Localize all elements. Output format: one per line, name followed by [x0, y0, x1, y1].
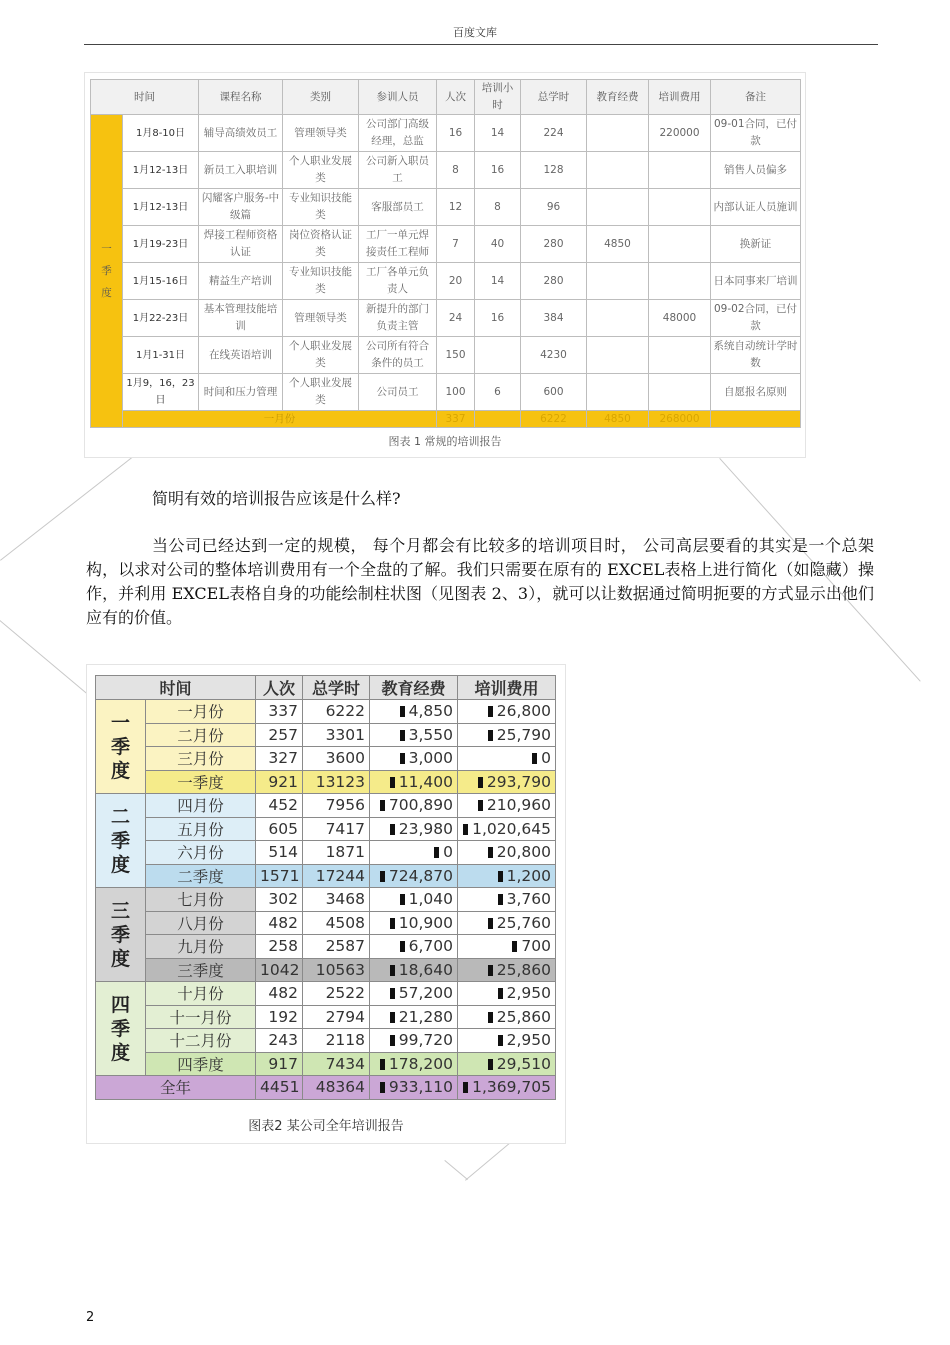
table2-header-training-fee: 培训费用 [458, 676, 556, 700]
bar-marker-icon [488, 965, 493, 976]
cell-education-fund [370, 958, 458, 982]
cell-training-fee [458, 911, 556, 935]
cell-date: 1月12-13日 [123, 189, 199, 226]
cell-education-fund [587, 189, 649, 226]
cell-education-fund-value: 3,550 [408, 725, 454, 744]
cell-total-hours: 280 [521, 263, 587, 300]
cell-course: 精益生产培训 [199, 263, 283, 300]
cell-education-fund [370, 888, 458, 912]
cell-training-fee [458, 982, 556, 1006]
cell-education-fund [370, 911, 458, 935]
table-row [91, 337, 801, 374]
cell-category: 管理领导类 [283, 300, 359, 337]
cell-total-hours: 3600 [303, 747, 370, 771]
month-row [96, 747, 556, 771]
cell-category: 个人职业发展类 [283, 374, 359, 411]
cell-people: 514 [256, 841, 303, 865]
cell-total-hours: 13123 [303, 770, 370, 794]
bar-marker-icon [390, 1035, 395, 1046]
cell-total-hours: 4508 [303, 911, 370, 935]
cell-education-fund [370, 935, 458, 959]
cell-people: 150 [437, 337, 475, 374]
table2-header-time: 时间 [96, 676, 256, 700]
annual-training-fee-value: 1,369,705 [472, 1078, 552, 1097]
bar-marker-icon [488, 1059, 493, 1070]
cell-education-fund: 4850 [587, 226, 649, 263]
cell-category: 个人职业发展类 [283, 152, 359, 189]
month-name: 四月份 [146, 794, 256, 818]
quarter-subtotal-row [96, 1052, 556, 1076]
total-education-fund: 4850 [587, 411, 649, 428]
cell-total-hours: 4230 [521, 337, 587, 374]
cell-total-hours: 224 [521, 115, 587, 152]
month-name: 六月份 [146, 841, 256, 865]
cell-people: 7 [437, 226, 475, 263]
cell-education-fund-value: 11,400 [398, 772, 454, 791]
cell-training-fee-value: 293,790 [486, 772, 552, 791]
regular-training-report-table [90, 79, 801, 428]
cell-people: 24 [437, 300, 475, 337]
cell-total-hours: 7434 [303, 1052, 370, 1076]
cell-attendees: 公司新入职员工 [359, 152, 437, 189]
cell-education-fund [370, 770, 458, 794]
cell-training-fee-value: 0 [541, 749, 552, 768]
page-header: 百度文库 [453, 26, 497, 39]
figure-2 [86, 664, 566, 1144]
bar-marker-icon [488, 706, 493, 717]
cell-note: 系统自动统计学时数 [711, 337, 801, 374]
cell-training-fee [649, 189, 711, 226]
bar-marker-icon [498, 894, 503, 905]
bar-marker-icon [463, 1082, 468, 1093]
cell-training-fee [458, 794, 556, 818]
cell-people: 605 [256, 817, 303, 841]
table1-header-total-hours: 总学时 [521, 80, 587, 115]
cell-date: 1月15-16日 [123, 263, 199, 300]
cell-people: 302 [256, 888, 303, 912]
month-row [96, 935, 556, 959]
cell-training-fee [649, 337, 711, 374]
cell-training-fee [458, 817, 556, 841]
bar-marker-icon [400, 894, 405, 905]
cell-training-fee-value: 1,200 [506, 866, 552, 885]
month-row [96, 888, 556, 912]
cell-total-hours: 6222 [303, 700, 370, 724]
total-total-hours: 6222 [521, 411, 587, 428]
cell-education-fund [587, 152, 649, 189]
bar-marker-icon [400, 730, 405, 741]
bar-marker-icon [488, 847, 493, 858]
figure-1-caption: 图表 1 常规的培训报告 [388, 435, 502, 448]
month-name: 一月份 [146, 700, 256, 724]
table1-header-course: 课程名称 [199, 80, 283, 115]
total-label: 一月份 [123, 411, 437, 428]
cell-training-fee [458, 1005, 556, 1029]
cell-people: 327 [256, 747, 303, 771]
decorative-line [465, 1141, 512, 1180]
cell-attendees: 公司所有符合条件的员工 [359, 337, 437, 374]
figure-2-caption: 图表2 某公司全年培训报告 [248, 1119, 404, 1134]
annual-training-report-table [95, 675, 556, 1100]
quarter-name: 四季度 [146, 1052, 256, 1076]
cell-education-fund-value: 18,640 [398, 960, 454, 979]
cell-training-fee-value: 700 [521, 937, 552, 956]
month-name: 五月份 [146, 817, 256, 841]
cell-attendees: 工厂一单元焊接责任工程师 [359, 226, 437, 263]
cell-attendees: 新提升的部门负责主管 [359, 300, 437, 337]
cell-people: 257 [256, 723, 303, 747]
cell-note: 日本同事来厂培训 [711, 263, 801, 300]
cell-course: 闪耀客户服务-中级篇 [199, 189, 283, 226]
cell-note: 自愿报名原则 [711, 374, 801, 411]
cell-education-fund [587, 263, 649, 300]
total-training-hours [475, 411, 521, 428]
cell-date: 1月9，16，23日 [123, 374, 199, 411]
cell-total-hours: 17244 [303, 864, 370, 888]
cell-training-hours: 16 [475, 152, 521, 189]
quarter-label: 二 季 度 [96, 794, 146, 888]
cell-education-fund-value: 3,000 [408, 749, 454, 768]
section-question: 简明有效的培训报告应该是什么样? [152, 489, 401, 508]
cell-people: 482 [256, 911, 303, 935]
cell-education-fund [370, 700, 458, 724]
table1-header-training-fee: 培训费用 [649, 80, 711, 115]
header-divider [84, 44, 878, 45]
bar-marker-icon [498, 871, 503, 882]
quarter-name: 二季度 [146, 864, 256, 888]
table-row [91, 189, 801, 226]
bar-marker-icon [434, 847, 439, 858]
bar-marker-icon [390, 1012, 395, 1023]
month-row [96, 723, 556, 747]
cell-total-hours: 3468 [303, 888, 370, 912]
cell-people: 12 [437, 189, 475, 226]
cell-training-fee [458, 958, 556, 982]
cell-education-fund-value: 0 [443, 843, 454, 862]
cell-training-fee: 48000 [649, 300, 711, 337]
table-row [91, 374, 801, 411]
bar-marker-icon [390, 988, 395, 999]
cell-attendees: 工厂各单元负责人 [359, 263, 437, 300]
cell-note: 内部认证人员施训 [711, 189, 801, 226]
cell-total-hours: 7956 [303, 794, 370, 818]
cell-training-fee [649, 152, 711, 189]
cell-training-fee-value: 210,960 [486, 796, 552, 815]
cell-training-fee [649, 226, 711, 263]
quarter-label: 一 季 度 [96, 700, 146, 794]
month-name: 二月份 [146, 723, 256, 747]
bar-marker-icon [380, 800, 385, 811]
cell-course: 时间和压力管理 [199, 374, 283, 411]
cell-training-fee-value: 25,790 [496, 725, 552, 744]
bar-marker-icon [463, 824, 468, 835]
cell-training-fee [458, 888, 556, 912]
bar-marker-icon [380, 1059, 385, 1070]
bar-marker-icon [390, 965, 395, 976]
month-name: 十一月份 [146, 1005, 256, 1029]
cell-note: 09-02合同，已付款 [711, 300, 801, 337]
cell-training-fee [458, 1052, 556, 1076]
month-name: 七月份 [146, 888, 256, 912]
cell-training-fee [458, 841, 556, 865]
cell-total-hours: 128 [521, 152, 587, 189]
cell-training-hours: 40 [475, 226, 521, 263]
cell-education-fund-value: 1,040 [408, 890, 454, 909]
bar-marker-icon [488, 918, 493, 929]
table-row [91, 263, 801, 300]
cell-education-fund [370, 747, 458, 771]
cell-education-fund-value: 99,720 [398, 1031, 454, 1050]
cell-people: 482 [256, 982, 303, 1006]
cell-course: 在线英语培训 [199, 337, 283, 374]
bar-marker-icon [390, 918, 395, 929]
cell-people: 452 [256, 794, 303, 818]
cell-people: 917 [256, 1052, 303, 1076]
month-row [96, 1029, 556, 1053]
quarter-subtotal-row [96, 864, 556, 888]
cell-training-fee [649, 263, 711, 300]
cell-education-fund [587, 374, 649, 411]
cell-total-hours: 10563 [303, 958, 370, 982]
cell-training-fee [458, 747, 556, 771]
cell-people: 20 [437, 263, 475, 300]
cell-course: 辅导高绩效员工 [199, 115, 283, 152]
quarter-name: 一季度 [146, 770, 256, 794]
cell-training-hours [475, 337, 521, 374]
total-note [711, 411, 801, 428]
table-row [91, 115, 801, 152]
month-name: 十二月份 [146, 1029, 256, 1053]
cell-total-hours: 7417 [303, 817, 370, 841]
cell-training-fee [458, 700, 556, 724]
bar-marker-icon [390, 777, 395, 788]
bar-marker-icon [532, 753, 537, 764]
cell-education-fund [587, 300, 649, 337]
quarter-name: 三季度 [146, 958, 256, 982]
table1-header-attendees: 参训人员 [359, 80, 437, 115]
cell-note: 销售人员偏多 [711, 152, 801, 189]
cell-attendees: 公司部门高级经理，总监 [359, 115, 437, 152]
month-row [96, 700, 556, 724]
total-people: 337 [437, 411, 475, 428]
bar-marker-icon [498, 1035, 503, 1046]
cell-training-fee-value: 2,950 [506, 984, 552, 1003]
table2-header-total-hours: 总学时 [303, 676, 370, 700]
cell-total-hours: 3301 [303, 723, 370, 747]
table1-header-category: 类别 [283, 80, 359, 115]
cell-training-fee-value: 2,950 [506, 1031, 552, 1050]
cell-date: 1月1-31日 [123, 337, 199, 374]
cell-date: 1月19-23日 [123, 226, 199, 263]
month-row [96, 911, 556, 935]
figure-1 [84, 72, 806, 458]
table1-header-note: 备注 [711, 80, 801, 115]
quarter-subtotal-row [96, 958, 556, 982]
annual-total-row [96, 1076, 556, 1100]
decorative-line [444, 1160, 468, 1180]
annual-education-fund [370, 1076, 458, 1100]
cell-total-hours: 2587 [303, 935, 370, 959]
bar-marker-icon [390, 824, 395, 835]
cell-education-fund-value: 21,280 [398, 1007, 454, 1026]
cell-total-hours: 2118 [303, 1029, 370, 1053]
quarter-subtotal-row [96, 770, 556, 794]
cell-training-fee [458, 770, 556, 794]
cell-education-fund-value: 4,850 [408, 702, 454, 721]
table2-header-education-fund: 教育经费 [370, 676, 458, 700]
annual-training-fee [458, 1076, 556, 1100]
table-row [91, 152, 801, 189]
total-row [91, 411, 801, 428]
cell-people: 337 [256, 700, 303, 724]
total-training-fee: 268000 [649, 411, 711, 428]
month-row [96, 1005, 556, 1029]
cell-training-fee-value: 26,800 [496, 702, 552, 721]
cell-note: 换新证 [711, 226, 801, 263]
cell-people: 1571 [256, 864, 303, 888]
cell-category: 岗位资格认证类 [283, 226, 359, 263]
month-row [96, 817, 556, 841]
month-row [96, 794, 556, 818]
bar-marker-icon [488, 1012, 493, 1023]
table-row [91, 226, 801, 263]
cell-category: 专业知识技能类 [283, 189, 359, 226]
annual-label: 全年 [96, 1076, 256, 1100]
cell-education-fund [587, 337, 649, 374]
table-row [91, 300, 801, 337]
cell-people: 192 [256, 1005, 303, 1029]
cell-date: 1月22-23日 [123, 300, 199, 337]
cell-education-fund [370, 841, 458, 865]
cell-training-hours: 6 [475, 374, 521, 411]
cell-education-fund-value: 6,700 [408, 937, 454, 956]
cell-training-fee-value: 25,760 [496, 913, 552, 932]
cell-training-fee-value: 1,020,645 [472, 819, 552, 838]
month-row [96, 841, 556, 865]
table2-header-people: 人次 [256, 676, 303, 700]
cell-training-fee-value: 20,800 [496, 843, 552, 862]
cell-training-fee [458, 864, 556, 888]
cell-course: 新员工入职培训 [199, 152, 283, 189]
table1-header-people: 人次 [437, 80, 475, 115]
cell-education-fund [370, 1029, 458, 1053]
cell-education-fund [370, 1005, 458, 1029]
bar-marker-icon [400, 941, 405, 952]
month-name: 八月份 [146, 911, 256, 935]
annual-people: 4451 [256, 1076, 303, 1100]
cell-course: 焊接工程师资格认证 [199, 226, 283, 263]
cell-training-fee-value: 3,760 [506, 890, 552, 909]
cell-education-fund [370, 1052, 458, 1076]
cell-date: 1月12-13日 [123, 152, 199, 189]
cell-date: 1月8-10日 [123, 115, 199, 152]
month-name: 九月份 [146, 935, 256, 959]
cell-people: 243 [256, 1029, 303, 1053]
bar-marker-icon [380, 871, 385, 882]
cell-training-fee-value: 29,510 [496, 1054, 552, 1073]
cell-note: 09-01合同，已付款 [711, 115, 801, 152]
cell-total-hours: 2522 [303, 982, 370, 1006]
cell-total-hours: 2794 [303, 1005, 370, 1029]
cell-education-fund [587, 115, 649, 152]
cell-education-fund-value: 724,870 [388, 866, 454, 885]
bar-marker-icon [400, 706, 405, 717]
cell-training-hours: 14 [475, 263, 521, 300]
cell-education-fund [370, 723, 458, 747]
body-paragraph: 当公司已经达到一定的规模， 每个月都会有比较多的培训项目时， 公司高层要看的其实是一个总架构，以求对公司的整体培训费用有一个全盘的了解。我们只需要在原有的 EXCEL表格上进行简化（如隐藏）操作，并利用 EXCEL表格自身的功能绘制柱状图（见图表 2、3），就可以让数据通过简明扼要的方式显示出他们应有的价值。 [86, 536, 874, 627]
cell-total-hours: 600 [521, 374, 587, 411]
bar-marker-icon [478, 777, 483, 788]
quarter-label: 一 季 度 [91, 115, 123, 428]
month-name: 十月份 [146, 982, 256, 1006]
cell-education-fund [370, 794, 458, 818]
cell-total-hours: 384 [521, 300, 587, 337]
cell-education-fund-value: 23,980 [398, 819, 454, 838]
bar-marker-icon [488, 730, 493, 741]
cell-course: 基本管理技能培训 [199, 300, 283, 337]
table1-header-education-fund: 教育经费 [587, 80, 649, 115]
cell-people: 1042 [256, 958, 303, 982]
cell-people: 258 [256, 935, 303, 959]
cell-education-fund [370, 982, 458, 1006]
cell-attendees: 客服部员工 [359, 189, 437, 226]
cell-training-fee-value: 25,860 [496, 1007, 552, 1026]
quarter-label: 四 季 度 [96, 982, 146, 1076]
cell-total-hours: 1871 [303, 841, 370, 865]
month-name: 三月份 [146, 747, 256, 771]
cell-education-fund [370, 817, 458, 841]
cell-education-fund-value: 178,200 [388, 1054, 454, 1073]
cell-people: 100 [437, 374, 475, 411]
cell-training-hours: 14 [475, 115, 521, 152]
cell-education-fund-value: 10,900 [398, 913, 454, 932]
cell-training-fee: 220000 [649, 115, 711, 152]
annual-education-fund-value: 933,110 [388, 1078, 454, 1097]
cell-training-fee [458, 935, 556, 959]
cell-education-fund-value: 700,890 [388, 796, 454, 815]
bar-marker-icon [498, 988, 503, 999]
bar-marker-icon [400, 753, 405, 764]
cell-people: 921 [256, 770, 303, 794]
cell-total-hours: 96 [521, 189, 587, 226]
table1-header-time: 时间 [91, 80, 199, 115]
cell-attendees: 公司员工 [359, 374, 437, 411]
cell-category: 个人职业发展类 [283, 337, 359, 374]
cell-training-fee [458, 1029, 556, 1053]
month-row [96, 982, 556, 1006]
cell-category: 专业知识技能类 [283, 263, 359, 300]
annual-total-hours: 48364 [303, 1076, 370, 1100]
cell-people: 8 [437, 152, 475, 189]
cell-training-fee [458, 723, 556, 747]
cell-people: 16 [437, 115, 475, 152]
cell-training-fee-value: 25,860 [496, 960, 552, 979]
bar-marker-icon [512, 941, 517, 952]
cell-training-hours: 16 [475, 300, 521, 337]
quarter-label: 三 季 度 [96, 888, 146, 982]
cell-total-hours: 280 [521, 226, 587, 263]
cell-category: 管理领导类 [283, 115, 359, 152]
cell-education-fund [370, 864, 458, 888]
cell-education-fund-value: 57,200 [398, 984, 454, 1003]
bar-marker-icon [380, 1082, 385, 1093]
table1-header-training-hours: 培训小时 [475, 80, 521, 115]
page-number: 2 [86, 1310, 95, 1325]
bar-marker-icon [478, 800, 483, 811]
cell-training-fee [649, 374, 711, 411]
cell-training-hours: 8 [475, 189, 521, 226]
